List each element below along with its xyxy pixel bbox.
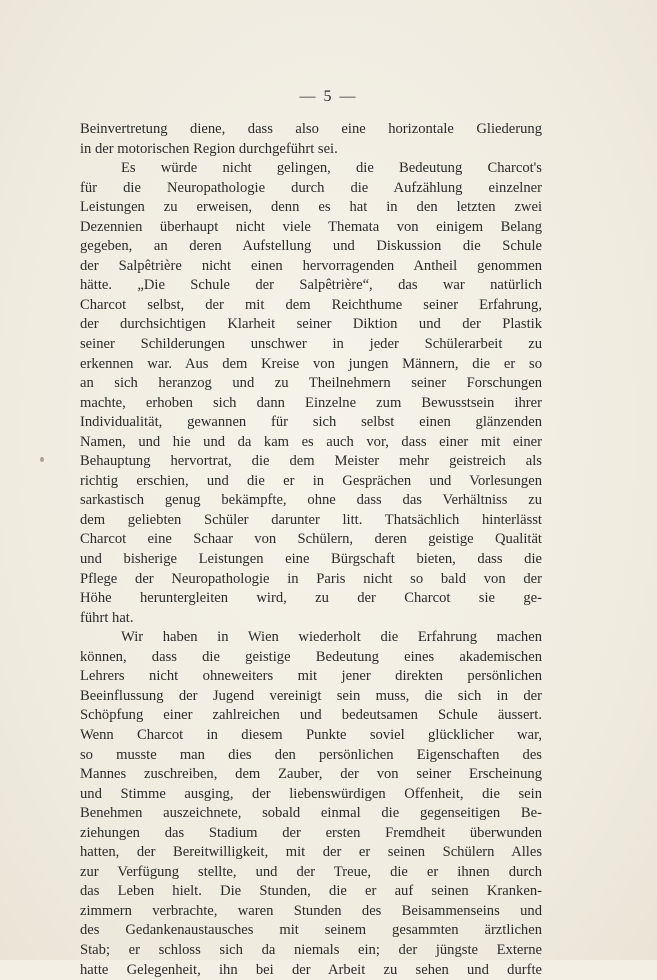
text-line: und Stimme ausging, der liebenswürdigen Offenheit, die sein xyxy=(80,785,542,802)
text-line: Individualität, gewannen für sich selbst einen glänzenden xyxy=(80,414,542,431)
text-line: hätte. „Die Schule der Salpêtrière“, das war natürlich xyxy=(80,277,542,294)
text-line: Dezennien überhaupt nicht viele Themata von einigem Belang xyxy=(80,218,542,235)
text-line: können, dass die geistige Bedeutung eines akademischen xyxy=(80,648,542,665)
text-line: Stab; er schloss sich da niemals ein; der jüngste Externe xyxy=(80,941,542,958)
text-line: Beinvertretung diene, dass also eine horizontale Gliederung xyxy=(80,121,542,137)
text-line: hatte Gelegenheit, ihn bei der Arbeit zu sehen und durfte xyxy=(80,961,542,978)
text-line: Es würde nicht gelingen, die Bedeutung Charcot's xyxy=(121,160,542,177)
text-line: in der motorischen Region durchgeführt sei. xyxy=(80,140,338,157)
text-line: erkennen war. Aus dem Kreise von jungen Männern, die er so xyxy=(80,355,542,372)
text-line: Mannes zuschreiben, dem Zauber, der von seiner Erscheinung xyxy=(80,766,542,783)
text-line: Beeinflussung der Jugend vereinigt sein muss, die sich in der xyxy=(80,687,542,704)
text-line: Pflege der Neuropathologie in Paris nicht so bald von der xyxy=(80,570,542,587)
text-line: seiner Schilderungen unschwer in jeder Schülerarbeit zu xyxy=(80,336,542,353)
text-line: ziehungen das Stadium der ersten Fremdheit überwunden xyxy=(80,824,542,841)
text-line: machte, erhoben sich dann Einzelne zum Bewusstsein ihrer xyxy=(80,394,542,411)
text-line: Behauptung hervortrat, die dem Meister mehr geistreich als xyxy=(80,453,542,470)
text-line: Höhe heruntergleiten wird, zu der Charcot sie ge- xyxy=(80,590,542,607)
text-line: das Leben hielt. Die Stunden, die er auf seinen Kranken- xyxy=(80,883,542,900)
text-line: dem geliebten Schüler darunter litt. Thatsächlich hinterlässt xyxy=(80,511,542,528)
text-line: Wir haben in Wien wiederholt die Erfahrung machen xyxy=(121,629,542,646)
text-line: richtig erschien, und die er in Gesprächen und Vorlesungen xyxy=(80,472,542,489)
text-line: Charcot eine Schaar von Schülern, deren geistige Qualität xyxy=(80,531,542,548)
text-line: zur Verfügung stellte, und der Treue, die er ihnen durch xyxy=(80,863,542,880)
text-line: hatten, der Bereitwilligkeit, mit der er seinen Schülern Alles xyxy=(80,844,542,861)
text-line: Wenn Charcot in diesem Punkte soviel glücklicher war, xyxy=(80,726,542,743)
body-text xyxy=(80,120,542,980)
text-line: Charcot selbst, der mit dem Reichthume seiner Erfahrung, xyxy=(80,296,542,313)
page-number: — 5 — xyxy=(299,88,358,105)
text-line: Lehrers nicht ohneweiters mit jener direkten persönlichen xyxy=(80,668,542,685)
text-line: führt hat. xyxy=(80,609,134,626)
text-line: der durchsichtigen Klarheit seiner Diktion und der Plastik xyxy=(80,316,542,333)
text-line: des Gedankenaustausches mit seinem gesammten ärztlichen xyxy=(80,922,542,939)
text-line: für die Neuropathologie durch die Aufzählung einzelner xyxy=(80,179,542,196)
text-line: Benehmen auszeichnete, sobald einmal die gegenseitigen Be- xyxy=(80,805,542,822)
text-line: so musste man dies den persönlichen Eigenschaften des xyxy=(80,746,542,763)
text-line: sarkastisch genug bekämpfte, ohne dass das Verhältniss zu xyxy=(80,492,542,509)
text-line: der Salpêtrière nicht einen hervorragenden Antheil genommen xyxy=(80,257,542,274)
text-line: zimmern verbrachte, waren Stunden des Beisammenseins und xyxy=(80,902,542,919)
text-line: und bisherige Leistungen eine Bürgschaft bieten, dass die xyxy=(80,551,542,568)
text-line: Namen, und hie und da kam es auch vor, dass einer mit einer xyxy=(80,433,542,450)
text-line: an sich heranzog und zu Theilnehmern seiner Forschungen xyxy=(80,375,542,392)
paper-speck xyxy=(40,457,44,462)
text-line: gegeben, an deren Aufstellung und Diskussion die Schule xyxy=(80,238,542,255)
text-line: Schöpfung einer zahlreichen und bedeutsamen Schule äussert. xyxy=(80,707,542,724)
text-line: Leistungen zu erweisen, denn es hat in den letzten zwei xyxy=(80,199,542,216)
